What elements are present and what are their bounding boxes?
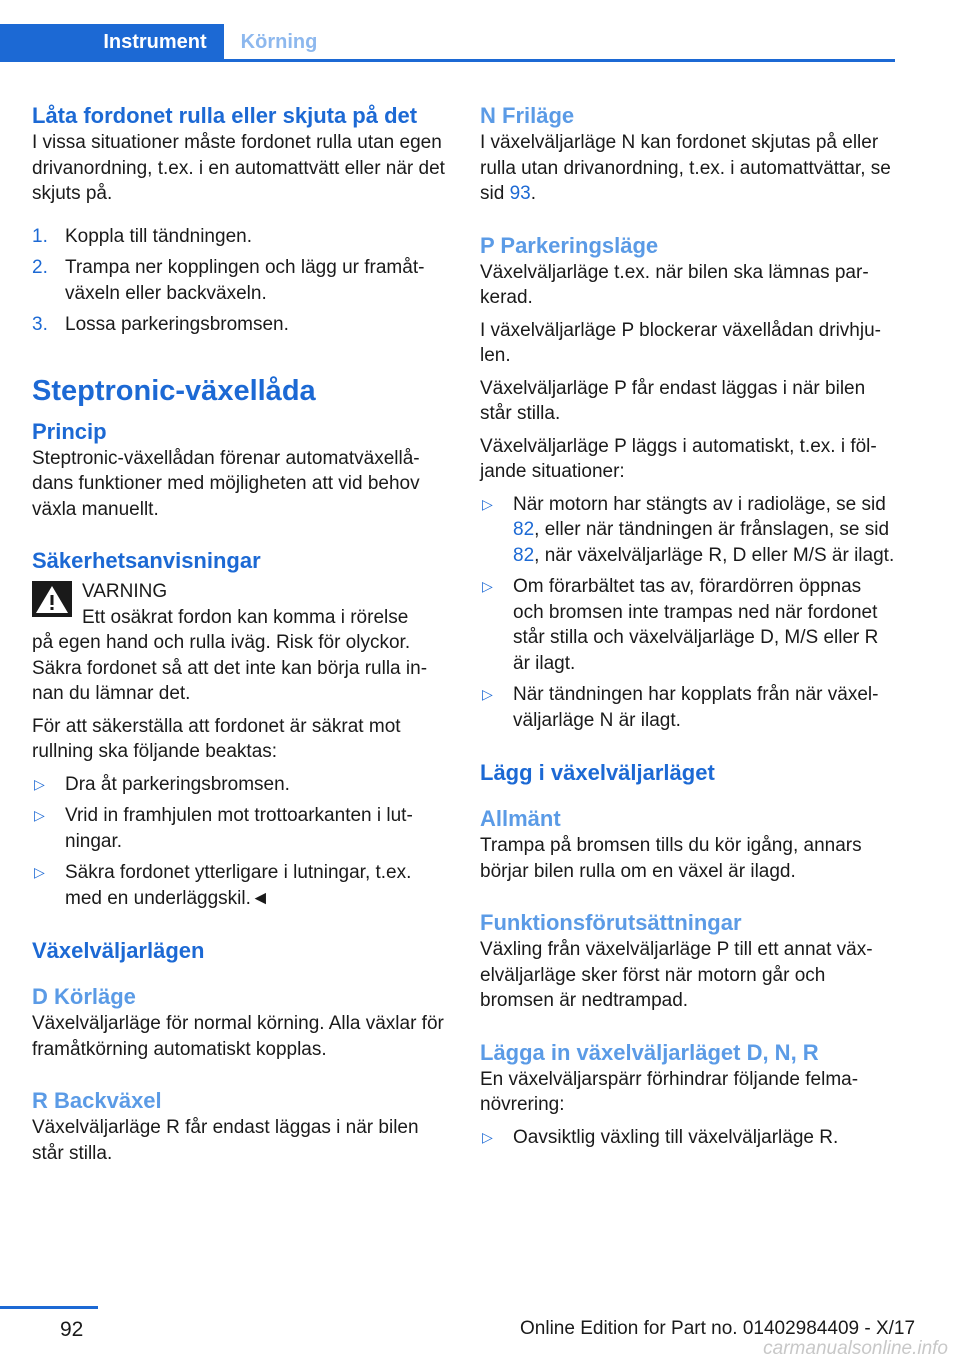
- p-text-2: I växelväljarläge P blockerar växellådan drivhjulen.: [480, 319, 881, 366]
- list-item: 3. Lossa parkeringsbromsen.: [32, 314, 289, 335]
- page-ref-link[interactable]: 82: [513, 519, 535, 540]
- dnr-bullets: [480, 1125, 895, 1151]
- bullet-triangle-icon: ▷: [34, 775, 45, 792]
- p-bullets: [480, 492, 895, 734]
- r-text: Växelväljarläge R får endast läggas i när bilen står stilla.: [32, 1117, 419, 1164]
- bullet-triangle-icon: ▷: [482, 495, 493, 512]
- steps-list: [32, 224, 450, 338]
- chapter-tabbar: [0, 24, 895, 62]
- list-item: ▷ Dra åt parkeringsbromsen.: [32, 772, 450, 798]
- bullet-triangle-icon: ▷: [482, 1128, 493, 1145]
- n-text: I växelväljarläge N kan fordonet skjutas på eller rulla utan drivanordning, t.ex. i automattvättar, se sid 93.: [480, 132, 891, 204]
- general-text: Trampa på bromsen tills du kör igång, annars börjar bilen rulla om en växel är ilagd.: [480, 835, 862, 882]
- subsection-title-general: Allmänt: [480, 806, 561, 831]
- warning-label: VARNING: [82, 581, 168, 602]
- subsection-title-r: R Backväxel: [32, 1088, 162, 1113]
- section-title-modes: Växelväljarlägen: [32, 938, 205, 963]
- tab-korning[interactable]: Körning: [240, 30, 318, 53]
- d-text: Växelväljarläge för normal körning. Alla växlar för framåtkörning automatiskt kopplas.: [32, 1013, 444, 1060]
- subsection-title-func: Funktionsförutsättningar: [480, 910, 742, 935]
- subsection-title-d: D Körläge: [32, 984, 136, 1009]
- warning-triangle-icon: [32, 581, 72, 617]
- left-column: [32, 102, 450, 1173]
- bullet-triangle-icon: ▷: [482, 578, 493, 594]
- footer-rule: [0, 1306, 98, 1309]
- list-item: ▷ Vrid in framhjulen mot trottoarkanten i lutningar.: [34, 805, 413, 852]
- edition-text: Online Edition for Part no. 01402984409 - X/17: [520, 1318, 916, 1339]
- list-item: ▷ När tändningen har kopplats från när växelväljarläge N är ilagt.: [482, 684, 879, 731]
- section-title-rolling: Låta fordonet rulla eller skjuta på det: [32, 103, 418, 128]
- list-item: ▷ När motorn har stängts av i radioläge, se sid 82, eller när tändningen är frånslagen, se sid 82, när växelväljarläge R, D eller M/S är ilagt.: [482, 493, 895, 566]
- page-number: 92: [60, 1318, 84, 1341]
- page-ref-link[interactable]: 93: [509, 183, 531, 204]
- section-title-princip: Princip: [32, 418, 107, 444]
- list-item: ▷ Om förarbältet tas av, förardörren öppnas och bromsen inte trampas ned när fordonet står stilla och växelväljarläge D, M/S eller R är ilagt.: [482, 576, 879, 674]
- bullet-triangle-icon: ▷: [34, 864, 45, 880]
- warning-text-first: Ett osäkrat fordon kan komma i rörelse: [82, 606, 409, 628]
- section-title-engage: Lägg i växelväljarläget: [480, 760, 715, 785]
- list-item: ▷ Säkra fordonet ytterligare i lutningar, t.ex. med en underläggskil.◄: [34, 862, 412, 909]
- section-title-safety: Säkerhetsanvisningar: [32, 548, 261, 573]
- subsection-title-p: P Parkeringsläge: [480, 232, 659, 258]
- p-text-3: Växelväljarläge P får endast läggas i när bilen står stilla.: [480, 377, 866, 424]
- ensure-text: För att säkerställa att fordonet är säkrat mot rullning ska följande beaktas:: [32, 715, 401, 762]
- p-text-1: Växelväljarläge t.ex. när bilen ska lämnas parkerad.: [480, 261, 869, 308]
- warning-text-rest: på egen hand och rulla iväg. Risk för olyckor. Säkra fordonet så att det inte kan börja rulla innan du lämnar det.: [32, 632, 428, 704]
- p-text-4: Växelväljarläge P läggs i automatiskt, t.ex. i följande situationer:: [480, 435, 877, 482]
- chapter-heading: Steptronic-växellåda: [32, 374, 316, 407]
- list-item: 1. Koppla till tändningen.: [32, 225, 252, 247]
- dnr-text: En växelväljarspärr förhindrar följande felmanövrering:: [480, 1068, 859, 1115]
- tab-instrument[interactable]: Instrument: [0, 24, 224, 60]
- tabbar-underline: [0, 59, 895, 62]
- bullet-triangle-icon: ▷: [34, 807, 45, 823]
- bullet-triangle-icon: ▷: [482, 686, 493, 702]
- princip-text: Steptronic-växellådan förenar automatväxellådans funktioner med möjligheten att vid behov växla manuellt.: [32, 447, 420, 520]
- watermark: carmanualsonline.info: [763, 1338, 948, 1359]
- func-text: Växling från växelväljarläge P till ett annat växelväljarläge sker först när motorn går och bromsen är nedtrampad.: [480, 939, 873, 1011]
- rolling-text: I vissa situationer måste fordonet rulla utan egen drivanordning, t.ex. i en automattvätt eller när det skjuts på.: [32, 132, 445, 204]
- warning-box: [32, 579, 450, 630]
- right-column: [480, 102, 895, 1158]
- page-ref-link[interactable]: 82: [513, 544, 535, 566]
- list-item: 2. Trampa ner kopplingen och lägg ur framåtväxeln eller backväxeln.: [32, 257, 425, 304]
- subsection-title-n: N Friläge: [480, 103, 575, 128]
- list-item: ▷ Oavsiktlig växling till växelväljarläge R.: [480, 1125, 895, 1151]
- subsection-title-dnr: Lägga in växelväljarläget D, N, R: [480, 1039, 819, 1065]
- safety-bullets: [32, 772, 450, 912]
